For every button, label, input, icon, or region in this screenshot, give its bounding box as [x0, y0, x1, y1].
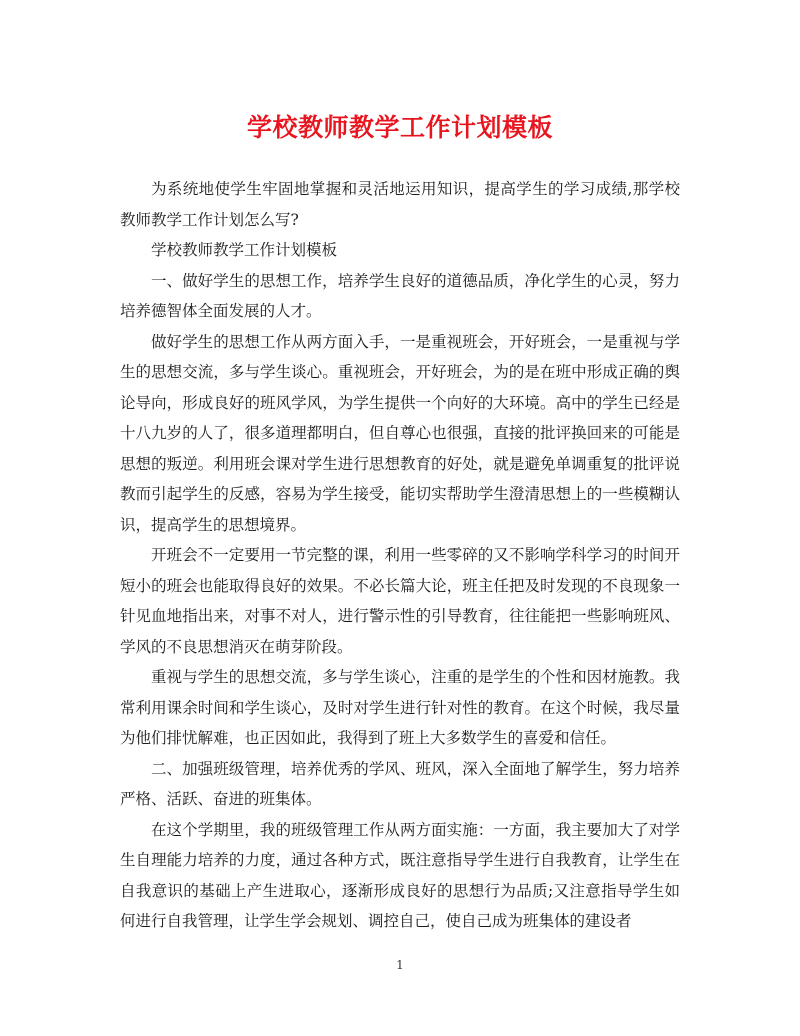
document-title: 学校教师教学工作计划模板	[246, 113, 553, 142]
intro-paragraph: 为系统地使学生牢固地掌握和灵活地运用知识，提高学生的学习成绩,那学校教师教学工作计划怎么写?	[120, 180, 680, 229]
document-body	[120, 174, 680, 937]
section-one-heading: 一、做好学生的思想工作，培养学生良好的道德品质，净化学生的心灵，努力培养德智体全面发展的人才。	[120, 271, 680, 320]
page-number: 1	[396, 958, 404, 972]
body-paragraph: 做好学生的思想工作从两方面入手，一是重视班会，开好班会，一是重视与学生的思想交流，多与学生谈心。重视班会，开好班会，为的是在班中形成正确的舆论导向，形成良好的班风学风，为学生提供一个向好的大环境。高中的学生已经是十八九岁的人了，很多道理都明白，但自尊心也很强，直接的批评换回来的可能是思想的叛逆。利用班会课对学生进行思想教育的好处，就是避免单调重复的批评说教而引起学生的反感，容易为学生接受，能切实帮助学生澄清思想上的一些模糊认识，提高学生的思想境界。	[120, 332, 680, 534]
section-two-heading: 二、加强班级管理，培养优秀的学风、班风，深入全面地了解学生，努力培养严格、活跃、奋进的班集体。	[120, 759, 680, 808]
body-paragraph: 在这个学期里，我的班级管理工作从两方面实施：一方面，我主要加大了对学生自理能力培养的力度，通过各种方式，既注意指导学生进行自我教育，让学生在自我意识的基础上产生进取心，逐渐形成良好的思想行为品质;又注意指导学生如何进行自我管理，让学生学会规划、调控自己，使自己成为班集体的建设者	[120, 820, 680, 930]
body-paragraph: 开班会不一定要用一节完整的课，利用一些零碎的又不影响学科学习的时间开短小的班会也能取得良好的效果。不必长篇大论，班主任把及时发现的不良现象一针见血地指出来，对事不对人，进行警示性的引导教育，往往能把一些影响班风、学风的不良思想消灭在萌芽阶段。	[120, 546, 680, 656]
subtitle-paragraph: 学校教师教学工作计划模板	[151, 241, 338, 259]
body-paragraph: 重视与学生的思想交流，多与学生谈心，注重的是学生的个性和因材施教。我常利用课余时间和学生谈心，及时对学生进行针对性的教育。在这个时候，我尽量为他们排忧解难，也正因如此，我得到了班上大多数学生的喜爱和信任。	[120, 668, 680, 747]
